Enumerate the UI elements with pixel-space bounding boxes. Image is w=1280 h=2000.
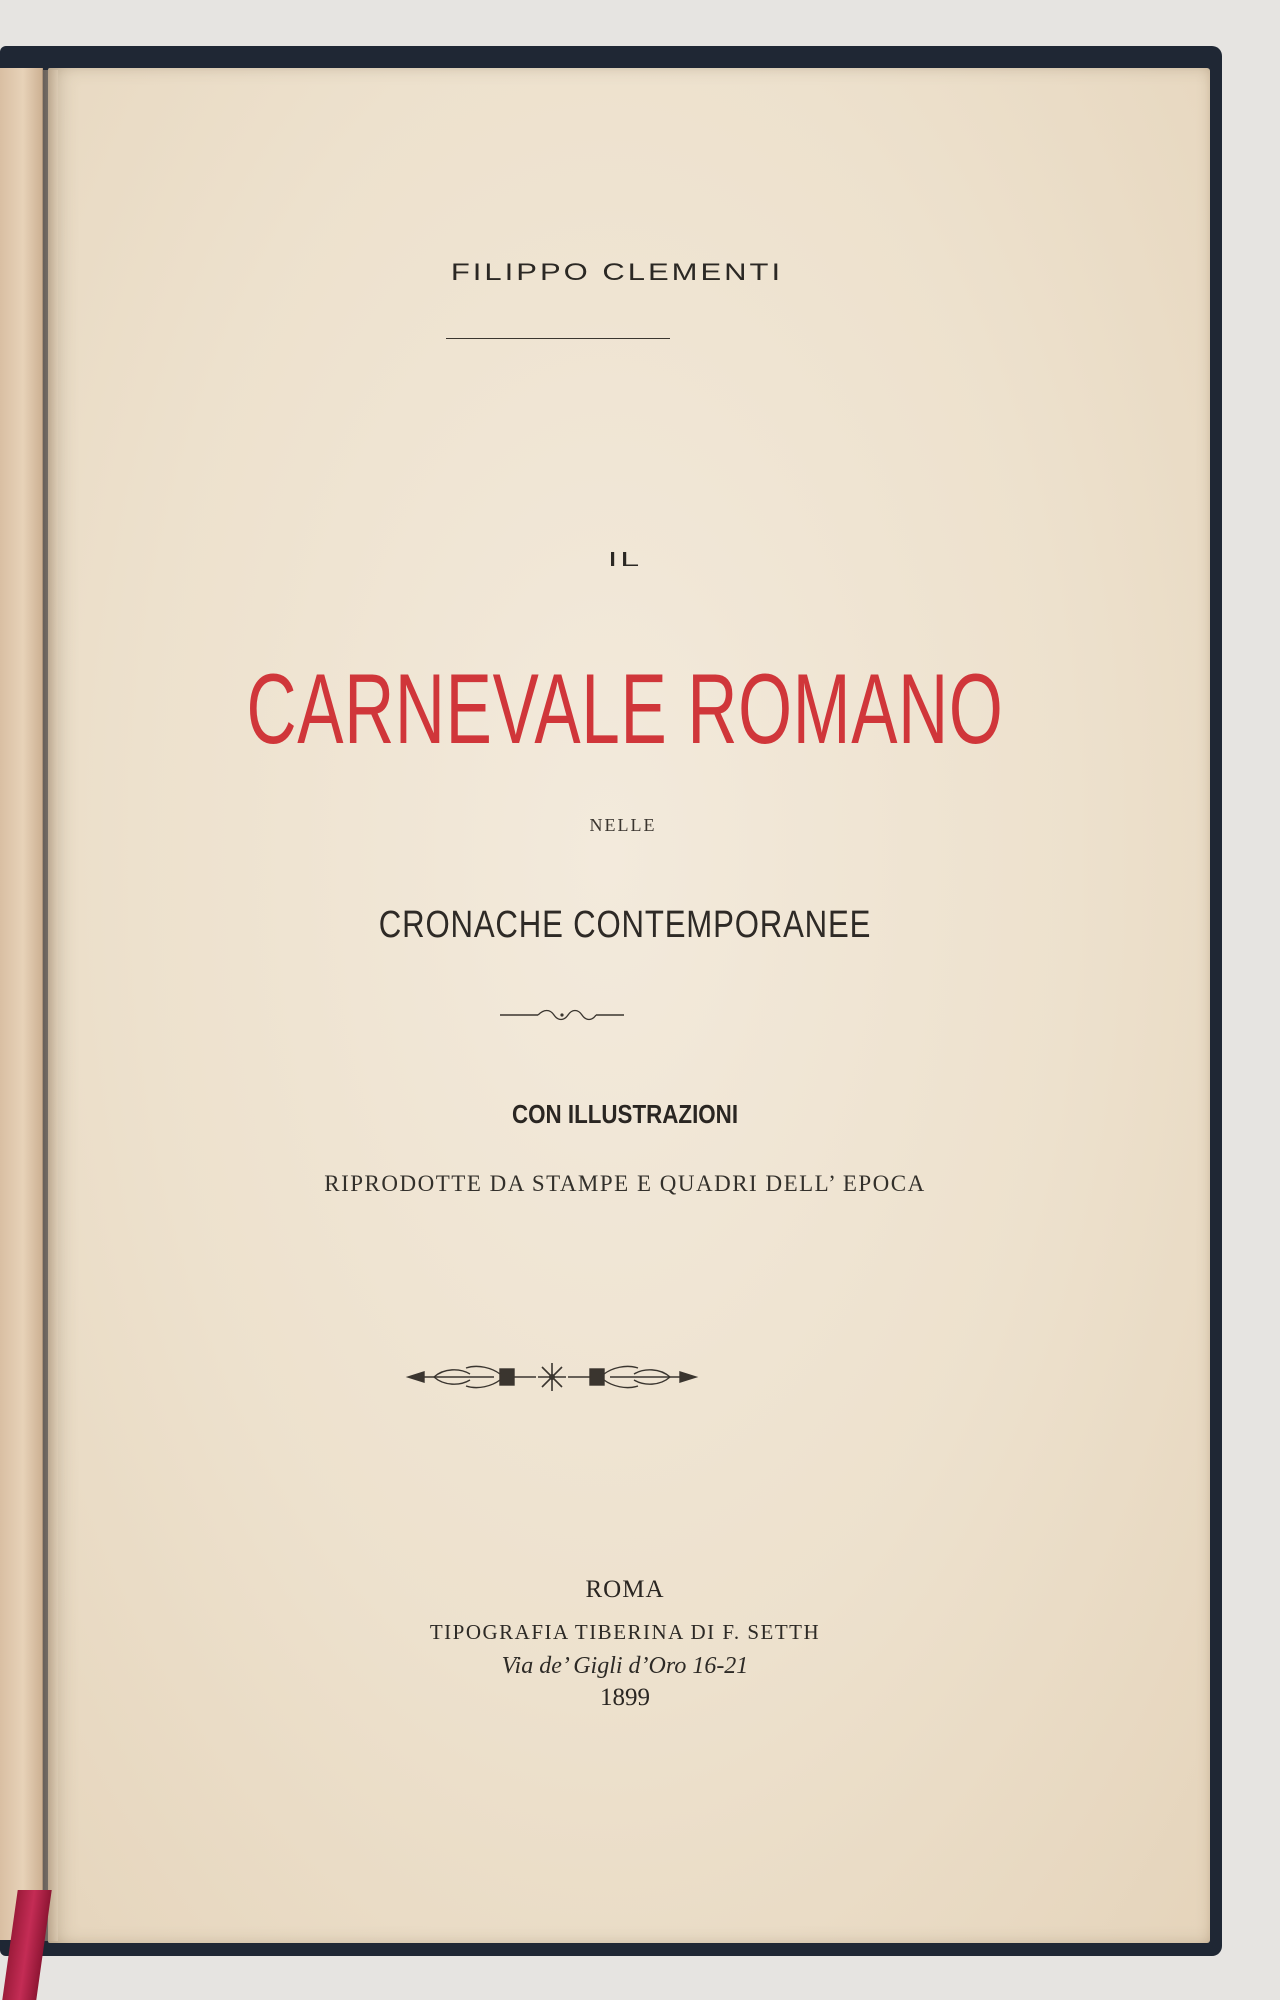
title-page: [48, 68, 1210, 1943]
imprint-year: 1899: [600, 1684, 650, 1711]
book-subtitle: CRONACHE CONTEMPORANEE: [378, 904, 872, 946]
illustrations-detail: RIPRODOTTE DA STAMPE E QUADRI DELL’ EPOCA: [324, 1171, 926, 1196]
book-title: CARNEVALE ROMANO: [246, 653, 1004, 764]
imprint-address: Via de’ Gigli d’Oro 16-21: [501, 1653, 749, 1679]
author-rule: [446, 338, 670, 339]
illustrations-heading: CON ILLUSTRAZIONI: [511, 1099, 739, 1129]
title-connector: NELLE: [589, 815, 657, 835]
small-flourish-ornament-icon: [498, 1006, 626, 1024]
title-article: IL: [607, 547, 643, 571]
left-page-edge: [0, 68, 43, 1940]
author-name: FILIPPO CLEMENTI: [450, 257, 784, 286]
imprint-city: ROMA: [585, 1576, 665, 1603]
floral-fleuron-ornament-icon: [404, 1360, 700, 1394]
imprint-printer: TIPOGRAFIA TIBERINA DI F. SETTH: [429, 1620, 821, 1644]
